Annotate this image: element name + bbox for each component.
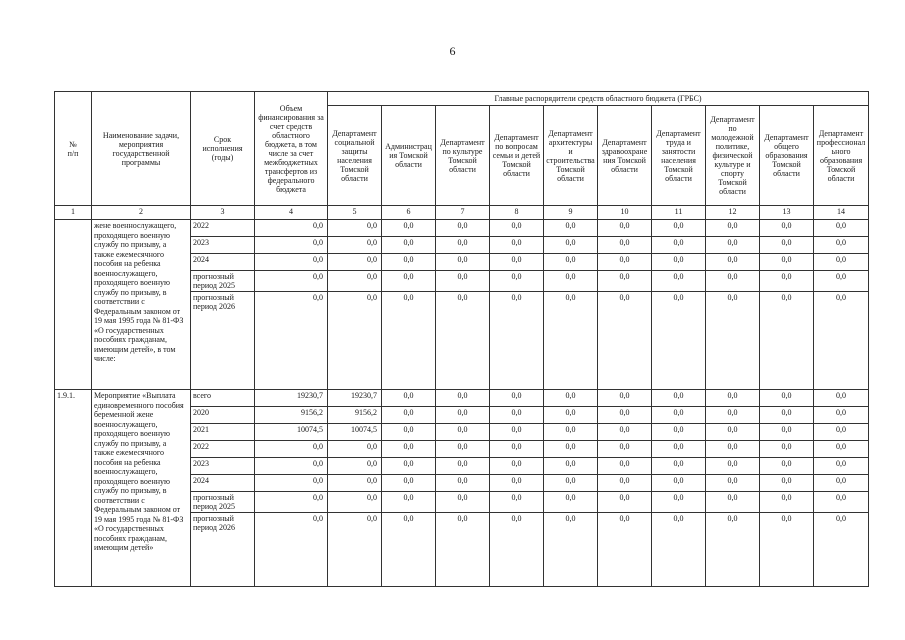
value-cell: 0,0: [652, 220, 706, 237]
term-cell: прогнозный период 2026: [191, 513, 255, 587]
value-cell: 0,0: [598, 441, 652, 458]
value-cell: 0,0: [490, 492, 544, 513]
value-cell: 0,0: [598, 237, 652, 254]
value-cell: 0,0: [706, 492, 760, 513]
value-cell: 0,0: [436, 220, 490, 237]
value-cell: 0,0: [328, 254, 382, 271]
value-cell: 0,0: [760, 424, 814, 441]
header-department: Администрация Томской области: [382, 106, 436, 206]
value-cell: 0,0: [328, 475, 382, 492]
value-cell: 0,0: [706, 441, 760, 458]
column-number: 4: [255, 206, 328, 220]
column-number: 14: [814, 206, 869, 220]
value-cell: 9156,2: [328, 407, 382, 424]
value-cell: 0,0: [436, 292, 490, 390]
value-cell: 0,0: [760, 458, 814, 475]
column-number: 6: [382, 206, 436, 220]
value-cell: 0,0: [490, 407, 544, 424]
term-cell: прогнозный период 2025: [191, 271, 255, 292]
value-cell: 0,0: [652, 292, 706, 390]
value-cell: 0,0: [382, 492, 436, 513]
value-cell: 0,0: [436, 492, 490, 513]
value-cell: 0,0: [490, 424, 544, 441]
header-grbs: Главные распорядители средств областного бюджета (ГРБС): [328, 92, 869, 106]
value-cell: 0,0: [652, 407, 706, 424]
header-department: Департамент по вопросам семьи и детей Томской области: [490, 106, 544, 206]
value-cell: 0,0: [490, 475, 544, 492]
value-cell: 0,0: [760, 441, 814, 458]
value-cell: 0,0: [382, 220, 436, 237]
column-number: 10: [598, 206, 652, 220]
value-cell: 0,0: [706, 407, 760, 424]
term-cell: 2024: [191, 475, 255, 492]
value-cell: 0,0: [598, 458, 652, 475]
term-cell: всего: [191, 390, 255, 407]
value-cell: 0,0: [436, 475, 490, 492]
value-cell: 0,0: [598, 220, 652, 237]
value-cell: 0,0: [598, 492, 652, 513]
value-cell: 0,0: [436, 407, 490, 424]
term-cell: 2022: [191, 220, 255, 237]
value-cell: 0,0: [814, 271, 869, 292]
value-cell: 0,0: [814, 492, 869, 513]
column-number: 3: [191, 206, 255, 220]
value-cell: 0,0: [436, 237, 490, 254]
column-number: 1: [55, 206, 92, 220]
value-cell: 0,0: [544, 271, 598, 292]
total-cell: 19230,7: [255, 390, 328, 407]
value-cell: 0,0: [814, 390, 869, 407]
value-cell: 0,0: [490, 513, 544, 587]
header-department: Департамент общего образования Томской области: [760, 106, 814, 206]
value-cell: 0,0: [382, 475, 436, 492]
value-cell: 0,0: [706, 475, 760, 492]
value-cell: 0,0: [598, 271, 652, 292]
value-cell: 0,0: [814, 441, 869, 458]
value-cell: 0,0: [436, 271, 490, 292]
measure-name: Мероприятие «Выплата единовременного пособия беременной жене военнослужащего, проходящего военную службу по призыву, а также ежемесячного пособия на ребенка военнослужащего, проходящего военную службу по призыву, в соответствии с Федеральным законом от 19 мая 1995 года № 81-ФЗ «О государственных пособиях гражданам, имеющим детей»: [92, 390, 191, 587]
header-volume: Объем финансирования за счет средств областного бюджета, в том числе за счет межбюджетных трансфертов из федерального бюджета: [255, 92, 328, 206]
term-cell: 2020: [191, 407, 255, 424]
term-cell: 2021: [191, 424, 255, 441]
page-number: 6: [449, 44, 456, 58]
total-cell: 0,0: [255, 441, 328, 458]
value-cell: 0,0: [544, 237, 598, 254]
value-cell: 0,0: [760, 220, 814, 237]
value-cell: 0,0: [706, 254, 760, 271]
value-cell: 0,0: [544, 424, 598, 441]
value-cell: 0,0: [328, 220, 382, 237]
value-cell: 0,0: [490, 292, 544, 390]
value-cell: 0,0: [706, 390, 760, 407]
header-term: Срок исполнения (годы): [191, 92, 255, 206]
value-cell: 0,0: [760, 492, 814, 513]
term-cell: 2024: [191, 254, 255, 271]
value-cell: 0,0: [814, 424, 869, 441]
header-name: Наименование задачи, мероприятия государственной программы: [92, 92, 191, 206]
value-cell: 10074,5: [328, 424, 382, 441]
value-cell: 0,0: [382, 407, 436, 424]
header-department: Департамент по культуре Томской области: [436, 106, 490, 206]
value-cell: 0,0: [328, 513, 382, 587]
header-department: Департамент труда и занятости населения Томской области: [652, 106, 706, 206]
value-cell: 0,0: [598, 513, 652, 587]
value-cell: 0,0: [544, 441, 598, 458]
value-cell: 0,0: [490, 441, 544, 458]
value-cell: 0,0: [382, 292, 436, 390]
total-cell: 0,0: [255, 237, 328, 254]
value-cell: 0,0: [490, 271, 544, 292]
value-cell: 0,0: [490, 458, 544, 475]
value-cell: 0,0: [544, 492, 598, 513]
value-cell: 0,0: [706, 271, 760, 292]
value-cell: 0,0: [382, 513, 436, 587]
value-cell: 0,0: [760, 292, 814, 390]
column-number: 13: [760, 206, 814, 220]
term-cell: прогнозный период 2025: [191, 492, 255, 513]
value-cell: 0,0: [598, 407, 652, 424]
total-cell: 10074,5: [255, 424, 328, 441]
value-cell: 0,0: [544, 513, 598, 587]
value-cell: 19230,7: [328, 390, 382, 407]
term-cell: 2023: [191, 237, 255, 254]
value-cell: 0,0: [652, 513, 706, 587]
value-cell: 0,0: [544, 407, 598, 424]
column-number: 8: [490, 206, 544, 220]
value-cell: 0,0: [382, 271, 436, 292]
total-cell: 9156,2: [255, 407, 328, 424]
value-cell: 0,0: [436, 390, 490, 407]
value-cell: 0,0: [652, 441, 706, 458]
value-cell: 0,0: [814, 237, 869, 254]
value-cell: 0,0: [436, 424, 490, 441]
value-cell: 0,0: [490, 237, 544, 254]
value-cell: 0,0: [382, 458, 436, 475]
row-index: 1.9.1.: [55, 390, 92, 587]
value-cell: 0,0: [328, 492, 382, 513]
value-cell: 0,0: [652, 271, 706, 292]
total-cell: 0,0: [255, 271, 328, 292]
term-cell: прогнозный период 2026: [191, 292, 255, 390]
value-cell: 0,0: [706, 513, 760, 587]
value-cell: 0,0: [760, 390, 814, 407]
table-row: [55, 390, 869, 407]
value-cell: 0,0: [436, 513, 490, 587]
measure-name: жене военнослужащего, проходящего военную службу по призыву, а также ежемесячного пособия на ребенка военнослужащего, проходящего военную службу по призыву, в соответствии с Федеральным законом от 19 мая 1995 года № 81-ФЗ «О государственных пособиях гражданам, имеющим детей», в том числе:: [92, 220, 191, 390]
value-cell: 0,0: [436, 254, 490, 271]
column-number: 5: [328, 206, 382, 220]
value-cell: 0,0: [328, 458, 382, 475]
total-cell: 0,0: [255, 254, 328, 271]
budget-table: [54, 91, 869, 587]
column-number: 12: [706, 206, 760, 220]
value-cell: 0,0: [382, 441, 436, 458]
value-cell: 0,0: [328, 237, 382, 254]
value-cell: 0,0: [652, 458, 706, 475]
value-cell: 0,0: [382, 237, 436, 254]
value-cell: 0,0: [598, 390, 652, 407]
value-cell: 0,0: [328, 271, 382, 292]
value-cell: 0,0: [436, 458, 490, 475]
value-cell: 0,0: [814, 407, 869, 424]
value-cell: 0,0: [544, 390, 598, 407]
value-cell: 0,0: [490, 390, 544, 407]
value-cell: 0,0: [814, 475, 869, 492]
column-number: 2: [92, 206, 191, 220]
value-cell: 0,0: [706, 424, 760, 441]
total-cell: 0,0: [255, 513, 328, 587]
term-cell: 2023: [191, 458, 255, 475]
value-cell: 0,0: [706, 237, 760, 254]
value-cell: 0,0: [490, 254, 544, 271]
value-cell: 0,0: [490, 220, 544, 237]
value-cell: 0,0: [652, 237, 706, 254]
row-index: [55, 220, 92, 390]
value-cell: 0,0: [328, 441, 382, 458]
column-number: 7: [436, 206, 490, 220]
value-cell: 0,0: [544, 254, 598, 271]
value-cell: 0,0: [598, 475, 652, 492]
value-cell: 0,0: [598, 254, 652, 271]
value-cell: 0,0: [382, 390, 436, 407]
value-cell: 0,0: [544, 458, 598, 475]
value-cell: 0,0: [544, 220, 598, 237]
value-cell: 0,0: [652, 475, 706, 492]
value-cell: 0,0: [760, 254, 814, 271]
total-cell: 0,0: [255, 458, 328, 475]
value-cell: 0,0: [760, 271, 814, 292]
value-cell: 0,0: [760, 475, 814, 492]
value-cell: 0,0: [598, 424, 652, 441]
value-cell: 0,0: [382, 424, 436, 441]
value-cell: 0,0: [382, 254, 436, 271]
header-department: Департамент здравоохранения Томской области: [598, 106, 652, 206]
value-cell: 0,0: [652, 424, 706, 441]
value-cell: 0,0: [706, 458, 760, 475]
value-cell: 0,0: [436, 441, 490, 458]
header-department: Департамент профессионального образования Томской области: [814, 106, 869, 206]
value-cell: 0,0: [814, 220, 869, 237]
header-no: № п/п: [55, 92, 92, 206]
total-cell: 0,0: [255, 475, 328, 492]
value-cell: 0,0: [328, 292, 382, 390]
value-cell: 0,0: [544, 292, 598, 390]
total-cell: 0,0: [255, 220, 328, 237]
value-cell: 0,0: [814, 292, 869, 390]
value-cell: 0,0: [598, 292, 652, 390]
value-cell: 0,0: [652, 492, 706, 513]
value-cell: 0,0: [652, 254, 706, 271]
value-cell: 0,0: [706, 220, 760, 237]
table-row: [55, 220, 869, 237]
header-department: Департамент архитектуры и строительства Томской области: [544, 106, 598, 206]
header-department: Департамент по молодежной политике, физической культуре и спорту Томской области: [706, 106, 760, 206]
total-cell: 0,0: [255, 292, 328, 390]
value-cell: 0,0: [814, 254, 869, 271]
value-cell: 0,0: [652, 390, 706, 407]
column-number: 11: [652, 206, 706, 220]
total-cell: 0,0: [255, 492, 328, 513]
value-cell: 0,0: [760, 407, 814, 424]
column-number: 9: [544, 206, 598, 220]
value-cell: 0,0: [544, 475, 598, 492]
header-department: Департамент социальной защиты населения Томской области: [328, 106, 382, 206]
value-cell: 0,0: [814, 458, 869, 475]
value-cell: 0,0: [706, 292, 760, 390]
value-cell: 0,0: [814, 513, 869, 587]
term-cell: 2022: [191, 441, 255, 458]
value-cell: 0,0: [760, 237, 814, 254]
value-cell: 0,0: [760, 513, 814, 587]
